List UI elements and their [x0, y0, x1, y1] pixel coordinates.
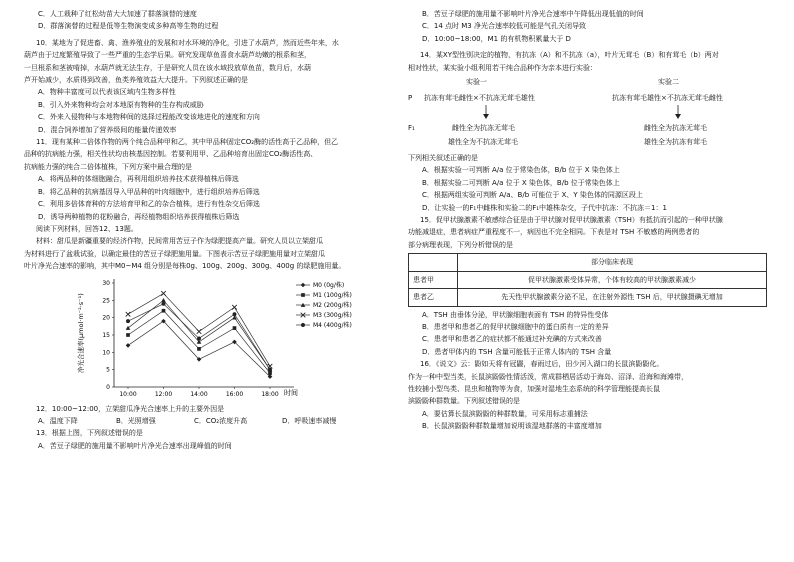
y-tick-label: 10 — [102, 348, 110, 356]
q15-option-d: D．患者甲体内的 TSH 含量可能低于正常人体内的 TSH 含量 — [422, 347, 612, 356]
data-point — [162, 308, 166, 312]
patient-a-name: 患者甲 — [409, 271, 458, 288]
data-point — [126, 333, 130, 337]
q10-option-a: A．物种丰富度可以代表该区域内生物多样性 — [38, 88, 176, 97]
q15-stem-1: 15．促甲状腺激素不敏感综合征是由于甲状腺对促甲状腺激素（TSH）有抵抗而引起的一种甲状腺 — [420, 216, 723, 225]
legend-label: M2 (200g/株) — [313, 301, 352, 309]
legend-label: M3 (300g/株) — [313, 311, 352, 319]
data-point — [197, 329, 202, 334]
experiment-2-f1-female: 雌性全为抗冻无茸毛 — [644, 124, 707, 133]
q14-option-c: C．根据两组实验可判断 A/a、B/b 可能位于 X、Y 染色体的同源区段上 — [422, 191, 643, 200]
y-tick-label: 5 — [106, 366, 110, 374]
experiment-2-parents: 抗冻有茸毛雄性×不抗冻无茸毛雌性 — [612, 94, 723, 103]
chart-series — [126, 291, 273, 379]
data-point — [197, 347, 201, 351]
chart-x-axis-label: 时间 — [284, 388, 298, 397]
q10-option-d: D．混合饲养增加了营养级间的能量传递效率 — [38, 125, 177, 134]
data-point — [197, 336, 201, 340]
data-point — [233, 312, 237, 316]
q14-question: 下列相关叙述正确的是 — [408, 154, 478, 163]
right-column — [408, 8, 774, 433]
q16-option-b: B．长鼠滨鼢鼢种群数量增加说明该湿地群落的丰富度增加 — [422, 422, 602, 431]
experiment-1-f1-male: 雄性全为不抗冻无茸毛 — [448, 138, 518, 147]
x-tick-label: 10:00 — [119, 390, 137, 398]
q10-stem-3: 一旦根系和茎被啃掉，水葫芦就无法生存，于是研究人员在该水域投放草鱼苗，数月后，水葫 — [24, 63, 311, 72]
q11-option-a: A．将两品种的体细胞融合，再利用组织培养技术获得植株后筛选 — [38, 175, 239, 184]
q11-stem-2: 品种的抗病能力强，相关性状均由核基因控制。若要利用甲、乙品种培育出固定CO₂酶活性高、 — [24, 150, 318, 159]
legend-marker — [301, 323, 305, 327]
net-photosynthesis-chart — [74, 275, 374, 403]
q15-stem-3: 部分病理表现，下列分析错误的是 — [408, 240, 513, 249]
q16-stem-2: 作为一种中型当类，长鼠滨鼢鼢性情活泼，常成群栖居活动于海岛、沼泽、沿海和海滩带， — [408, 372, 688, 381]
chart-legend — [296, 281, 352, 329]
q15-option-a: A．TSH 由垂体分泌，甲状腺细胞表面有 TSH 的特异性受体 — [422, 310, 609, 319]
data-point — [268, 371, 272, 375]
q10-stem-2: 葫芦由于过度繁殖导致了一些严重的生态学后果。研究发现草鱼喜食水葫芦幼嫩的根系和茎， — [24, 51, 311, 60]
q14-option-b: B．根据实验二可判断 A/a 位于 X 染色体，B/b 位于常染色体上 — [422, 178, 620, 187]
q13-option-b: B．苦豆子绿肥的施用量不影响叶片净光合速率中午降低出现低值的时间 — [422, 10, 644, 18]
legend-label: M4 (400g/株) — [313, 321, 352, 329]
q12-options — [24, 415, 390, 427]
parent-generation-label: P — [408, 94, 413, 103]
q14-stem-2: 相对性状，某实验小组利用若干纯合品种作为亲本进行实验： — [408, 63, 597, 72]
patient-b-name: 患者乙 — [409, 289, 458, 306]
legend-label: M0 (0g/株) — [313, 281, 345, 289]
table-corner-cell — [409, 254, 458, 271]
q9-option-c: C．人工栽种了红松幼苗大大加速了群落演替的速度 — [38, 10, 197, 18]
q13-option-c: C．14 点时 M3 净光合速率较低可能是气孔关闭导致 — [422, 22, 586, 31]
legend-label: M1 (100g/株) — [313, 291, 352, 299]
q12-option-d: D．呼吸速率减慢 — [282, 416, 337, 425]
data-point — [161, 291, 166, 296]
experiment-1-parents: 抗冻有茸毛雌性×不抗冻无茸毛雄性 — [424, 94, 535, 103]
x-tick-label: 14:00 — [190, 390, 208, 398]
x-tick-label: 12:00 — [154, 390, 173, 398]
q15-option-c: C．患者甲和患者乙的症状都不能通过补充碘的方式来改善 — [422, 335, 602, 344]
experiment-1-f1-female: 雌性全为抗冻无茸毛 — [452, 124, 515, 133]
q10-stem-4: 芦开始减少，水质得到改善，鱼类养殖效益大大提升。下列叙述正确的是 — [24, 76, 248, 85]
legend-marker — [301, 282, 306, 287]
q12-option-b: B．光照增强 — [116, 416, 156, 425]
material-text-1: 材料：甜瓜是新疆重要的经济作物，民间常用苦豆子作为绿肥提高产量。研究人员以立架甜瓜 — [36, 237, 323, 246]
chart-y-axis-label: 净光合速率(μmol·m⁻²·s⁻¹) — [77, 292, 85, 373]
q13-stem: 13．根据上图，下列叙述错误的是 — [36, 429, 143, 438]
data-point — [268, 367, 272, 371]
y-tick-label: 25 — [102, 296, 110, 304]
data-point — [126, 319, 130, 323]
experiment-2-label: 实验二 — [658, 78, 679, 87]
left-column — [24, 8, 390, 452]
q16-option-a: A．要估算长鼠滨鼢鼢的种群数量，可采用标志重捕法 — [422, 409, 588, 418]
q11-stem-3: 抗病能力强的纯合二倍体植株，下列方案中最合理的是 — [24, 162, 192, 171]
table-row — [409, 271, 767, 288]
q10-option-c: C．外来入侵物种与本地物种间的选择过程能改变该地进化的速度和方向 — [38, 113, 260, 122]
patient-b-desc: 先天性甲状腺激素分泌不足，在注射外源性 TSH 后，甲状腺摄碘无增加 — [458, 289, 767, 306]
q13-option-a: A．苦豆子绿肥的施用量不影响叶片净光合速率出现峰值的时间 — [38, 441, 232, 450]
data-point — [233, 326, 237, 330]
q9-option-d: D．群落演替的过程是低等生物演变成多种高等生物的过程 — [38, 22, 219, 31]
x-tick-label: 18:00 — [261, 390, 279, 398]
q16-stem-1: 16．《说文》云：鼢如天将有冠鼹，春雨过后，田少河入湖口的长鼠滨鼢鼢化。 — [420, 360, 664, 369]
q10-option-b: B．引入外来物种均会对本地原有物种的生存构成威胁 — [38, 100, 204, 109]
y-tick-label: 30 — [102, 279, 110, 287]
experiment-1-label: 实验一 — [466, 78, 487, 87]
x-tick-label: 16:00 — [225, 390, 244, 398]
material-text-2: 为材料进行了盆栽试验，以确定最佳的苦豆子绿肥施用量。下图表示苦豆子绿肥施用量对立架甜瓜 — [24, 249, 325, 258]
data-point — [161, 298, 166, 302]
q15-option-b: B．患者甲和患者乙的促甲状腺细胞中的蛋白质有一定的差异 — [422, 322, 609, 331]
q14-option-a: A．根据实验一可判断 A/a 位于常染色体，B/b 位于 X 染色体上 — [422, 166, 620, 175]
data-point — [126, 343, 131, 348]
material-text-3: 叶片净光合速率的影响，其中M0~M4 组分别是每株0g、100g、200g、300g、400g 的绿肥施用量。 — [24, 262, 346, 271]
experiment-2-f1-male: 雄性全为抗冻有茸毛 — [644, 138, 707, 147]
f1-generation-label: F₁ — [408, 124, 415, 133]
y-tick-label: 20 — [102, 314, 110, 322]
q14-stem-1: 14．某XY型性别决定的植物，有抗冻（A）和不抗冻（a），叶片无茸毛（B）和有茸毛（b）两对 — [420, 51, 719, 60]
data-point — [232, 304, 237, 309]
cross-arrows — [408, 104, 774, 120]
q11-stem-1: 11．现有某种二倍体作物的两个纯合品种甲和乙，其中甲品种固定CO₂酶的活性高于乙品种，但乙 — [36, 138, 339, 147]
series-line-3 — [128, 293, 270, 366]
q15-table — [408, 253, 767, 306]
table-header: 部分临床表现 — [458, 254, 767, 271]
patient-a-desc: 促甲状腺激素受体异常，个体有较高的甲状腺激素减少 — [458, 271, 767, 288]
q12-option-a: A．温度下降 — [38, 416, 78, 425]
q13-option-d: D．10:00~18:00，M1 的有机物积累量大于 D — [422, 34, 571, 43]
q16-stem-4: 滨鼢鼢种群数量。下列叙述错误的是 — [408, 397, 520, 406]
q12-stem: 12．10:00~12:00，立架甜瓜净光合速率上升的主要外因是 — [36, 404, 225, 413]
q10-stem-1: 10．某地为了促进畜、禽、渔养殖业的发展和对水环境的净化，引进了水葫芦，然而近些年来，水 — [36, 38, 339, 47]
data-point — [126, 311, 131, 316]
data-point — [162, 301, 166, 305]
table-row — [409, 289, 767, 306]
q16-stem-3: 性较捕小型鸟类、昆虫和植物等为食，加强对湿地生态系统的科学管理能提高长鼠 — [408, 384, 660, 393]
legend-marker — [301, 293, 305, 297]
q11-option-c: C．利用多倍体育种的方法培育甲和乙的杂合植株，进行有性杂交后筛选 — [38, 200, 260, 209]
material-intro: 阅读下列材料，回答12、13题。 — [36, 224, 138, 233]
q14-cross-diagram — [408, 74, 774, 152]
q11-option-b: B．将乙品种的抗病基因导入甲品种的叶肉细胞中，进行组织培养后筛选 — [38, 187, 260, 196]
q15-stem-2: 功能减退症，患者病症严重程度不一，病因也不完全相同。下表是对 TSH 不敏感的两例患者的 — [408, 228, 700, 237]
q12-option-c: C．CO₂浓度升高 — [194, 416, 248, 425]
y-tick-label: 15 — [102, 331, 110, 339]
y-tick-label: 0 — [106, 383, 110, 391]
q11-option-d: D．诱导两种植物的花粉融合，再经植物组织培养获得植株后筛选 — [38, 212, 240, 221]
q14-option-d: D．让实验一的F₁中雌株和实验二的F₁中雄株杂交，子代中抗冻：不抗冻＝1：1 — [422, 203, 667, 212]
